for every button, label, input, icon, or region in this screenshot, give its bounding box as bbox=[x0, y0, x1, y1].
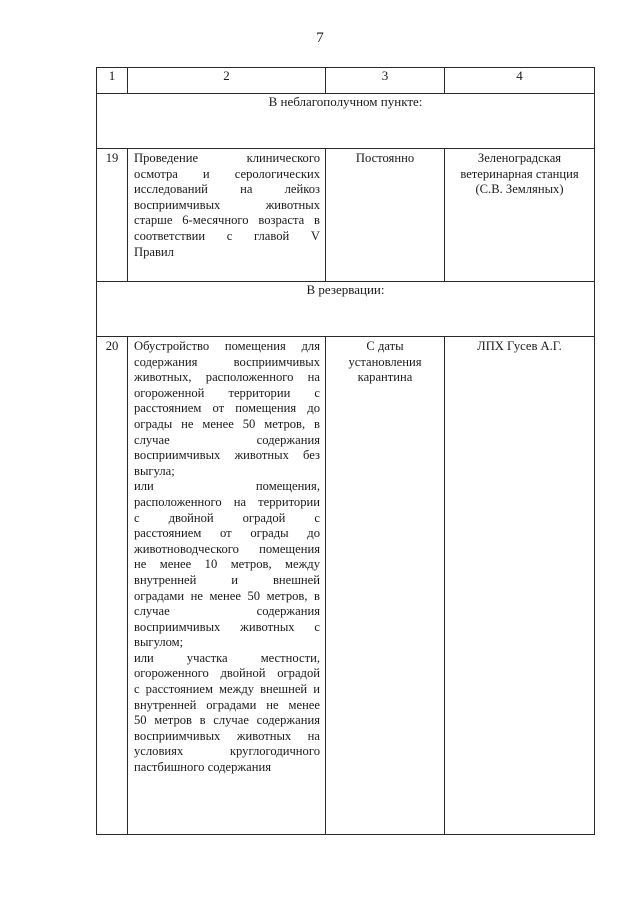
section-row bbox=[97, 282, 595, 337]
measure-line: расположенного на территории bbox=[134, 494, 320, 509]
measure-line: старше 6-месячного возраста в bbox=[134, 213, 320, 228]
section-title: В неблагополучном пункте: bbox=[97, 94, 595, 149]
responsible-line: ветеринарная станция bbox=[460, 166, 579, 181]
term-line: карантина bbox=[357, 370, 413, 385]
measure-line: восприимчивых животных bbox=[134, 197, 320, 212]
page-number: 7 bbox=[316, 30, 324, 46]
measure-line: пастбишного содержания bbox=[134, 760, 271, 775]
measure-line: выгулом; bbox=[134, 635, 184, 650]
measure-line: внутренней оградами не менее bbox=[134, 697, 320, 712]
header-col-1: 1 bbox=[97, 68, 128, 94]
measure-line: или участка местности, bbox=[134, 650, 320, 665]
measure-line: животных, расположенного на bbox=[134, 370, 320, 385]
responsible-line: Зеленоградская bbox=[477, 151, 562, 165]
header-row bbox=[97, 68, 595, 94]
measure-line: оградами не менее 50 метров, в bbox=[134, 588, 320, 603]
row-number: 19 bbox=[97, 149, 128, 282]
header-col-3: 3 bbox=[326, 68, 445, 94]
measure-line: или помещения, bbox=[134, 479, 320, 494]
measure-line: с расстоянием между внешней и bbox=[134, 682, 320, 697]
measure-line: ограды не менее 50 метров, в bbox=[134, 416, 320, 431]
measure-line: Обустройство помещения для bbox=[134, 339, 320, 353]
measure-line: восприимчивых животных с bbox=[134, 619, 320, 634]
measures-table bbox=[96, 67, 595, 835]
measure-line: огороженного двойной оградой bbox=[134, 666, 320, 681]
responsible-cell bbox=[445, 337, 595, 835]
section-row bbox=[97, 94, 595, 149]
measure-line: случае содержания bbox=[134, 432, 320, 447]
measure-line: с двойной оградой с bbox=[134, 510, 320, 525]
measure-line: соответствии с главой V bbox=[134, 228, 320, 243]
measure-line: Правил bbox=[134, 244, 174, 259]
measure-line: 50 метров в случае содержания bbox=[134, 713, 320, 728]
table-row bbox=[97, 337, 595, 835]
measure-line: расстоянием от помещения до bbox=[134, 401, 320, 416]
responsible-line: ЛПХ Гусев А.Г. bbox=[477, 339, 562, 353]
measure-line: содержания восприимчивых bbox=[134, 354, 320, 369]
measure-line: восприимчивых животных без bbox=[134, 448, 320, 463]
measure-line: животноводческого помещения bbox=[134, 541, 320, 556]
header-col-4: 4 bbox=[445, 68, 595, 94]
measure-line: не менее 10 метров, между bbox=[134, 557, 320, 572]
measure-cell bbox=[128, 337, 326, 835]
measure-cell bbox=[128, 149, 326, 282]
term-line: Постоянно bbox=[355, 151, 415, 165]
measure-line: условиях круглогодичного bbox=[134, 744, 320, 759]
measure-line: осмотра и серологических bbox=[134, 166, 320, 181]
term-line: установления bbox=[348, 354, 422, 369]
term-line: С даты bbox=[366, 339, 404, 353]
measure-line: выгула; bbox=[134, 463, 175, 478]
table-row bbox=[97, 149, 595, 282]
header-col-2: 2 bbox=[128, 68, 326, 94]
responsible-line: (С.В. Земляных) bbox=[475, 182, 564, 197]
term-cell bbox=[326, 149, 445, 282]
measure-line: Проведение клинического bbox=[134, 151, 320, 165]
measure-line: исследований на лейкоз bbox=[134, 182, 320, 197]
measure-line: огороженной территории с bbox=[134, 385, 320, 400]
row-number: 20 bbox=[97, 337, 128, 835]
measure-line: внутренней и внешней bbox=[134, 572, 320, 587]
measure-line: восприимчивых животных на bbox=[134, 728, 320, 743]
responsible-cell bbox=[445, 149, 595, 282]
measure-line: случае содержания bbox=[134, 604, 320, 619]
term-cell bbox=[326, 337, 445, 835]
measure-line: расстоянием от ограды до bbox=[134, 526, 320, 541]
section-title: В резервации: bbox=[97, 282, 595, 337]
